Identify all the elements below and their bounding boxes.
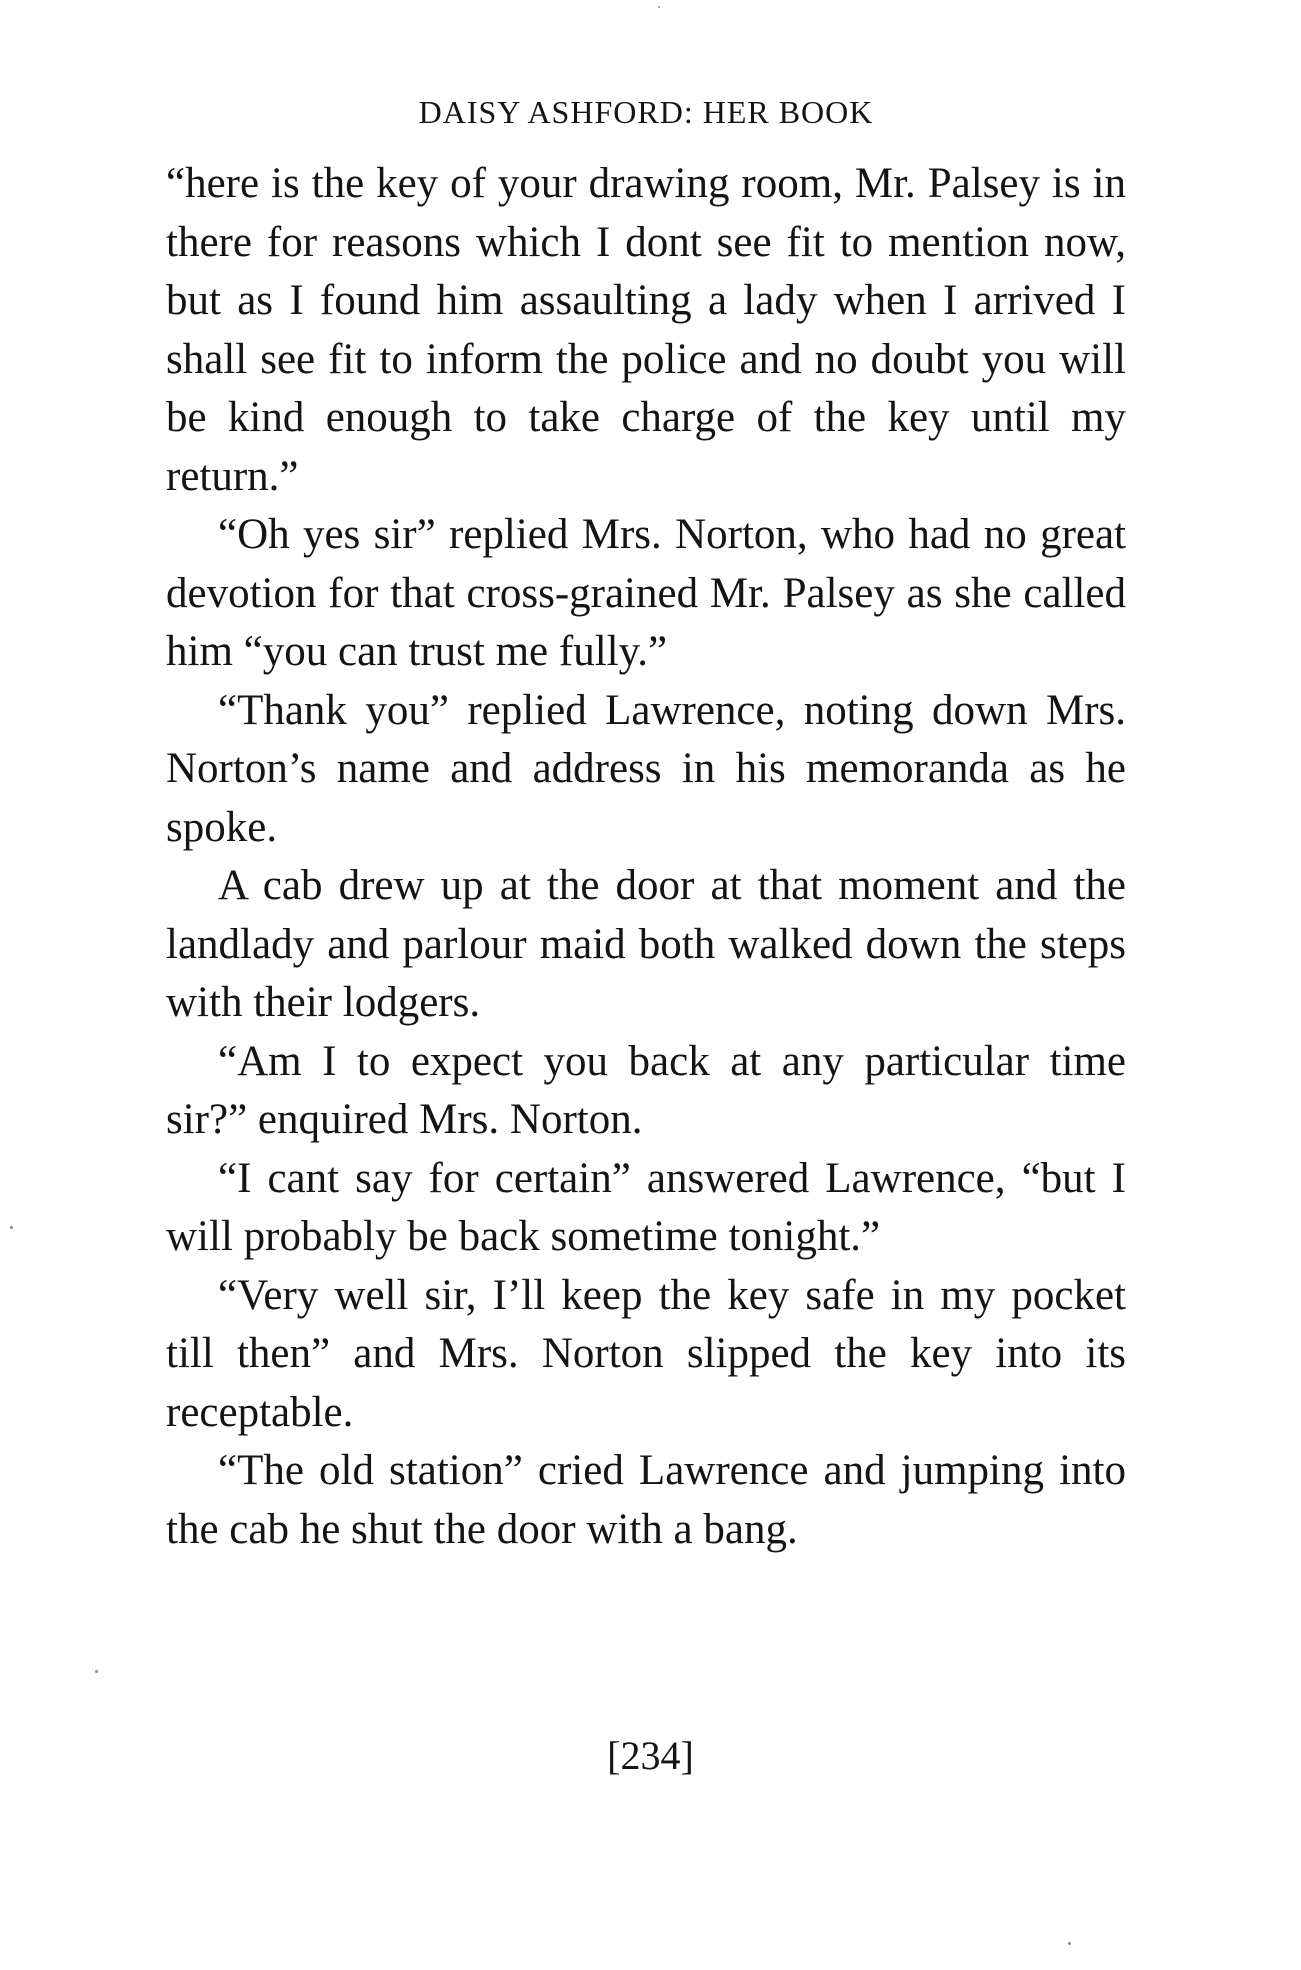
- scan-speck: [1068, 1942, 1071, 1945]
- body-text: [166, 155, 1126, 1559]
- paragraph: A cab drew up at the door at that moment and the landlady and parlour maid both walked down the steps with their lodgers.: [166, 862, 1126, 1026]
- paragraph: “I cant say for certain” answered Lawrence, “but I will probably be back sometime tonight.”: [166, 1154, 1126, 1260]
- page-number: [234]: [607, 1733, 694, 1778]
- scan-speck: [95, 1670, 98, 1673]
- paragraph: “Very well sir, I’ll keep the key safe in my pocket till then” and Mrs. Norton slipped the key into its receptable.: [166, 1271, 1126, 1436]
- running-head: DAISY ASHFORD: HER BOOK: [418, 94, 874, 130]
- scan-speck: [10, 1226, 13, 1229]
- paragraph: “The old station” cried Lawrence and jumping into the cab he shut the door with a bang.: [166, 1447, 1126, 1553]
- scan-speck: [658, 6, 660, 8]
- paragraph: “Am I to expect you back at any particular time sir?” enquired Mrs. Norton.: [166, 1037, 1126, 1143]
- paragraph: “Thank you” replied Lawrence, noting down Mrs. Norton’s name and address in his memoranda as he spoke.: [166, 686, 1126, 851]
- paragraph: “Oh yes sir” replied Mrs. Norton, who had no great devotion for that cross-grained Mr. Palsey as she called him “you can trust me fully.”: [166, 511, 1126, 675]
- paragraph: “here is the key of your drawing room, Mr. Palsey is in there for reasons which I dont see fit to mention now, but as I found him assaulting a lady when I arrived I shall see fit to inform the police and no doubt you will be kind enough to take charge of the key until my return.”: [166, 160, 1126, 500]
